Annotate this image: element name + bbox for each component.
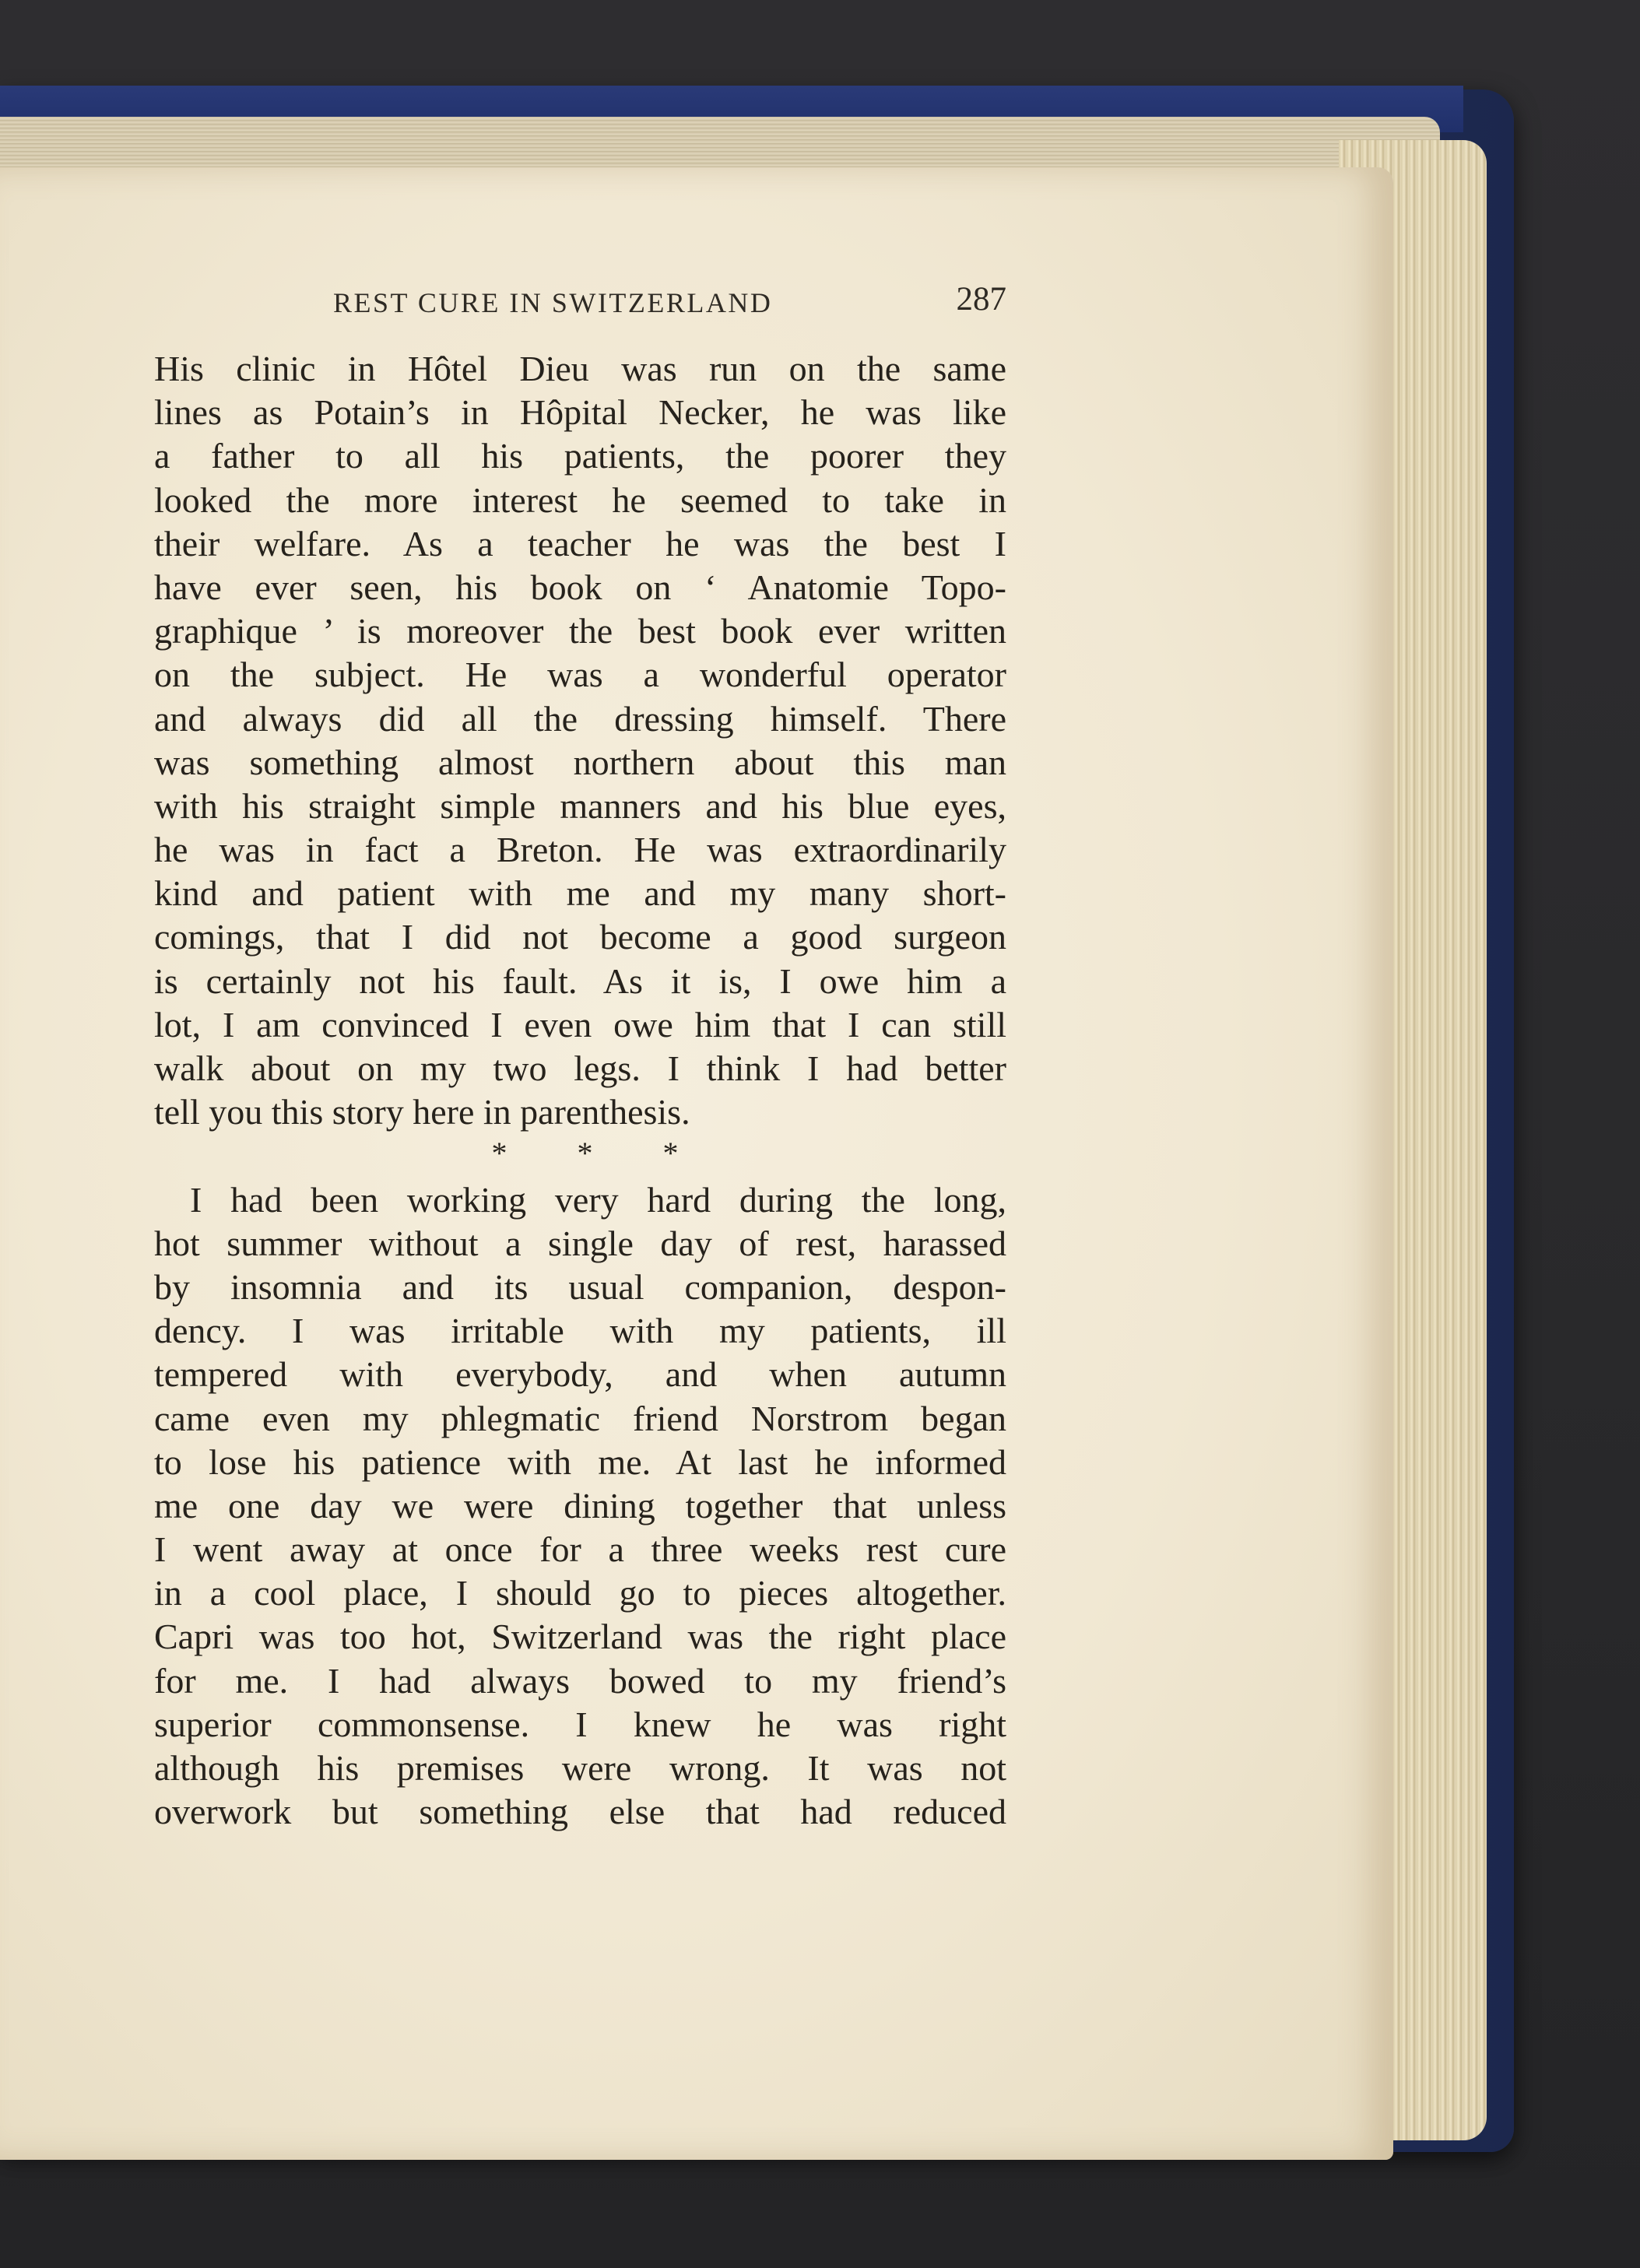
text-line: walk about on my two legs. I think I had better [154,1048,1006,1088]
asterisk: * [491,1136,507,1171]
text-line: tell you this story here in parenthesis. [154,1092,690,1132]
text-line: have ever seen, his book on ‘ Anatomie Topo- [154,567,1006,607]
text-line: he was in fact a Breton. He was extraordinarily [154,830,1006,870]
running-head: REST CURE IN SWITZERLAND [333,287,773,318]
text-line: superior commonsense. I knew he was right [154,1704,1006,1744]
text-line: Capri was too hot, Switzerland was the right place [154,1617,1006,1657]
text-line: with his straight simple manners and his blue eyes, [154,785,1006,826]
paragraph-1 [154,347,1006,1134]
asterisk: * [577,1136,593,1171]
text-line: although his premises were wrong. It was not [154,1748,1006,1788]
page-header [154,281,1006,325]
section-separator [154,1134,1006,1178]
text-line: lot, I am convinced I even owe him that I can still [154,1004,1006,1044]
asterisk: * [662,1136,679,1171]
text-line: a father to all his patients, the poorer they [154,436,1006,476]
text-line: came even my phlegmatic friend Norstrom began [154,1398,1006,1438]
text-line: for me. I had always bowed to my friend’s [154,1660,1006,1701]
text-line: on the subject. He was a wonderful operator [154,655,1006,695]
text-line: graphique ’ is moreover the best book ever written [154,611,1006,651]
text-line: hot summer without a single day of rest, harassed [154,1223,1006,1263]
text-line: I went away at once for a three weeks rest cure [154,1529,1006,1570]
text-line: dency. I was irritable with my patients, ill [154,1311,1006,1351]
text-line: kind and patient with me and my many short- [154,873,1006,914]
body-text [154,347,1006,1834]
text-line: their welfare. As a teacher he was the best I [154,523,1006,563]
text-line: was something almost northern about this man [154,742,1006,782]
text-line: lines as Potain’s in Hôpital Necker, he was like [154,392,1006,433]
text-line: overwork but something else that had reduced [154,1792,1006,1832]
text-line: and always did all the dressing himself. There [154,698,1006,739]
text-line: His clinic in Hôtel Dieu was run on the same [154,349,1006,388]
text-line: I had been working very hard during the long, [190,1179,1006,1220]
text-line: comings, that I did not become a good surgeon [154,917,1006,957]
text-line: by insomnia and its usual companion, despon- [154,1266,1006,1307]
text-line: in a cool place, I should go to pieces altogether. [154,1573,1006,1613]
paragraph-2 [154,1178,1006,1834]
text-line: me one day we were dining together that unless [154,1485,1006,1525]
text-line: is certainly not his fault. As it is, I owe him a [154,960,1006,1001]
text-line: tempered with everybody, and when autumn [154,1354,1006,1395]
text-line: to lose his patience with me. At last he informed [154,1441,1006,1482]
page-number: 287 [956,281,1006,318]
text-line: looked the more interest he seemed to take in [154,479,1006,520]
